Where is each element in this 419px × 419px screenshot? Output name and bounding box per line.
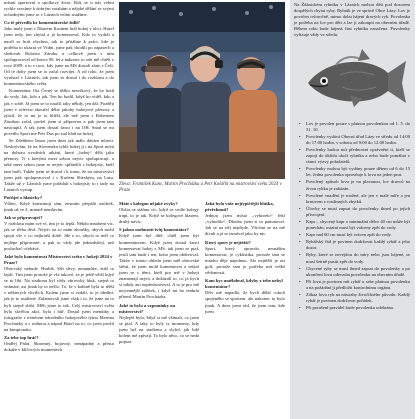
question-heading: Jak se připravuješ? xyxy=(4,215,43,221)
middle-text-col-b xyxy=(205,199,285,316)
interview-middle-text xyxy=(119,199,285,346)
question-heading: Máte s kolegou nějaké zvyky? xyxy=(119,201,178,206)
answer-paragraph: Občas se stáhnu víc, když se vedle kolegy trápí, to je tak. Když se kolegové hlasem, druhý navíc. xyxy=(119,207,199,225)
answer-paragraph: Vůbec. Když komentuji sám, nesmím přepálit začátek, jinak už ve 4. minutě nemluvím. xyxy=(4,201,114,213)
rule-item: • Zákaz lovu ryb na nástrahy živočišného původu. Každý rybář je povinen dodržovat pořádek. xyxy=(306,292,410,304)
rule-item: • Povolenky vydává Obecní úřad Lázy ve středu od 14:00 do 17:00 hodin, v sobotu od 9:00 do 12:00 hodin. xyxy=(306,134,410,146)
question-heading: Co tě přivedlo ke komentátorské židli? xyxy=(4,20,80,26)
fishing-intro: Na Ždánickém rybníku v Lázních mohou děti pod dozorem dospělých chytat ryby. Rybník je ve správě Obce Lázy. Lov je povolen celoročně, mimo dobu hájení dravých ryb. Povolenka je potřeba na lov pro děti a lze ji zakoupit na obecním úřadě. Během roku bude hájená část rybníka označena. Povolenky vyřizuje vždy ve středu. xyxy=(294,2,410,38)
rule-item: • Povolenky mohou být vydány pouze dětem od 6 do 15 let. Jedna povolenka opravňuje k lovu na jeden prut. xyxy=(306,166,410,178)
question-heading: Kam bys umělobral, kdyby z tebe nebyl komentátor? xyxy=(205,278,283,290)
answer-paragraph: Ondřej Pálat. Skromný, bojovný, nenápadný a přesto dokáže v klíčových momentech xyxy=(4,341,114,353)
question-heading: S jakou osobností tvůj komentátor? xyxy=(119,227,189,233)
intro-paragraph: místní sportovní a spolkový život. Rok se u nás velmi rychle vracíme k dobrým vztahům a nějaké dělání se svýmí ochodnými jsme se v Lázních velmi snažíme. xyxy=(4,0,114,18)
middle-text-col-a xyxy=(119,199,199,346)
fish-illustration xyxy=(290,41,415,121)
rule-item: • Kapr – chycený kapr o minimální délce 40 cm může být ponechán, ostatní musí být vráceny zpět do vody. xyxy=(306,219,410,231)
question-heading: Jaké to bylo a vzpomínky na mistrovství? xyxy=(119,302,176,314)
interview-left-column xyxy=(4,0,114,354)
answer-paragraph: Když jsem byl dítě, chtěl jsem být komentátorem. Když jsem dostal šanci komentovat hokej z MS, tak jsem se ptal, jestli tam bude i ten, koho jsem obdivoval. Takže v tomto ohledu jsem měl obrovské štěstí, že jsem mohl komentovat a setkal jsem se s těmi, kteří pro mě v hokeji znamenají nejvíc a dokázali to, co já bych si nikdy ani nepředstavoval. A to je pro mě nejcennější zážitek, i když mi ho tenkrát přinesl Martin Procházka. xyxy=(119,233,199,300)
rule-item: • Chycené ryby se musí ihned zapsat do povolenky a po ukončení lovu odevzdat povolenku na obecním úřadě. xyxy=(306,266,410,278)
answer-paragraph: Sport, který opravdu nesnáším komentovat, je cyklistika, protože tam se mnoho děje najednou. Ale nejtěžší je asi golf, protože tam je potřeba mít velké vědomosti. xyxy=(205,245,285,276)
commentators-photo xyxy=(119,2,285,179)
question-heading: Počůjet o hlasivky? xyxy=(4,194,43,200)
answer-paragraph: Jako malý jsem s Tiborem Kosáem hrál hokej v ulici. Hazel jsem tedy, ten chytal a já komentoval. Kdo to vydrží a naučí se hrát všechno, tak to přitáhne k práci, kde je potřeba to ukázat ve Vídni, jsme pak chodili po zápasech a sledovali Roberta Zárubu a celkově jsem s ním spolupracoval od konce 90. let a nakonec to ode mě chtěli v roce 2009, a to v roce, kdy jsme na MS dostali zlato s Češi. Od té doby jsem se to začal rozvíjet. A od toho, že jsem vyrůstal v Lázních, tak jsem se dostal i do rozhlasu a do komentátorského světa. xyxy=(4,26,114,87)
rule-item: • Lov je povolen pouze s platnou povolenkou od 1. 5. do 31. 10. xyxy=(306,121,410,133)
rule-item: • Rybářský řád je povinen dodržovat každý rybář a jeho dozor. xyxy=(306,239,410,251)
fish-icon xyxy=(290,41,415,121)
question-heading: Jaká byla vaše nejtypičtější hláška, přeřeknutí? xyxy=(205,201,274,213)
fishing-rules-list xyxy=(290,121,415,312)
answer-paragraph: Obrovský nebude. Hurbíš, Stři slivy, nenamůže, ztiží to lepší. Tím jsem protože je vše takové, ze je ještě větší když se to líbí. Na stadionu byl vždy obrovský hluk, stejně to vnímáte, asi jinak by to nešlo. To, že v kabině byla to těžší v některých chvílích. Kolem jsme si vzdali, to je ideální, jak je to ustálené. Zalamovali jsme však i to, že jsme na to byli stejně slabí. Měli jsme to tak. Celý mistrovství světa bylo skvělou akcí, byla i hůř. Dostal jsem menůtky a fotografie s trenérem národního hokejového týmu Martina Procházky a s rodinou a nápad Hotel na to, co jsem prožil na šampionátu. xyxy=(4,265,114,332)
answer-paragraph: Se Zdeňkem Janou jsem dnes tak málo dávám mluvit. Neskrývám, že na Slovensku tyhle hokej ji i na Sport mívá na doboru uvodních utkání, které „hokej“ dělá jako přenosy. Ti s kterými mezi sebou nejvíc spolupracují, a také mezi sebou jsme se nejvíc spřátelili s hokejisty, kteří tam hráli. Takže jsem se dostal i k tomu, že na mistrovství jsem pak spolupracoval i s Karlem Slieským, na Laru. Takže už v Lázních jsme pořádali s hokejisty to i tady na Lázních vystup. xyxy=(4,138,114,192)
rule-item: • Úlovky se musí zapsat do povolenky ihned po jejich přisvojení. xyxy=(306,206,410,218)
commentators-photo-illustration xyxy=(119,2,285,179)
answer-paragraph: Jednou jsem místo „vyhorelo“ řekl „vyhodilo“. Dlouho jsem si to pamatoval. Jak se na něj nepřijde. Všichni se na mě dívali a já se usmíval jako by nic. xyxy=(205,213,285,237)
rule-item: • Povolené vnadění je možné, ale jen v malé míře a jen krmivem z rostlinných zbytků. xyxy=(306,193,410,205)
answer-paragraph: Nejlepší bylo, když si mě všímali, co jsem se ptal. A taky to byly ty momenty, kdy jsem byl na stadionu a slyšel, jak lidé kolem mě zpívají. To bylo něco, co se nedá popsat. xyxy=(119,314,199,345)
rule-item: • Při porušení pravidel bude povolenka odebrána. xyxy=(306,305,410,311)
rule-item: • Povolenky budou mít přednostní oprávnění ti, kteří se zapojí do úklidu okolí rybníka a nebo bude pomáhat v rámci výzvy pořadatelů. xyxy=(306,147,410,165)
rule-item: • Ryby, které se nevejdou do míry nebo jsou hájené, se musí šetrně pustit zpět do vody. xyxy=(306,252,410,264)
question-heading: Jaké bylo komentovat Mistrovství světa v hokeji 2024 v Praze? xyxy=(4,253,113,265)
question-heading: Za tebe top hráč? xyxy=(4,334,39,340)
rule-item: • Povolený způsob lovu je na plavanou, lov dravců na živou rybku je zakázán. xyxy=(306,179,410,191)
answer-paragraph: Komentátor Ota Černý se těžko nesvíkový, že ho hodí do vody. Jak, kdo a jak. Ten ho hodil, když ho viděl, kdo a jak v sobě. Já jsem se to naučil taky někdy, jen dál. Později jsem v televizi zkoušel dělat jakoby hokejové přenosy a zjistil, že to mi je to bližší, ale než jsem s Robertem Zárubou začal, prošel jsem si přípravou a pak jsem tam nastoupil. A tak jsem dostal šanci i na OH. Snad se mi povedlo Sport mé Petr Dus po stal hlad na hokej. xyxy=(4,88,114,136)
photo-caption: Zleva: František Kunc, Martin Procházka a Petr Kolařík na mistrovství světa 2024 v Praze xyxy=(119,182,282,194)
rule-item: • Kapr nad 60 cm musí být vrácen zpět do vody. xyxy=(306,232,410,238)
question-heading: Který sport je nejtěžší? xyxy=(205,239,251,245)
rule-item: • Při lovu je povinen mít rybář u sebe platnou povolenku a na požádání ji předložit kontrolnímu orgánu. xyxy=(306,279,410,291)
fishing-rules-panel xyxy=(290,0,415,419)
answer-paragraph: V rozhlasu mám své ví, tím je to lepší. Někdo mnohem víc, jak se třeba dívá. Nejvíc na to mám zkoušky, abych mohl spojit vše v co nejkratší době. Jde o to, abych to měl co nejlépe připravené, a pak to vždy jde jednodušeji, než posluchač očekává. xyxy=(4,221,114,251)
answer-paragraph: Dřív mě napadlo, že bych dělal cokoli spojeného se sportem, ale nakonec to bylo jinak. A dnes jsem rád, že jsem tam, kde jsem. xyxy=(205,290,285,314)
